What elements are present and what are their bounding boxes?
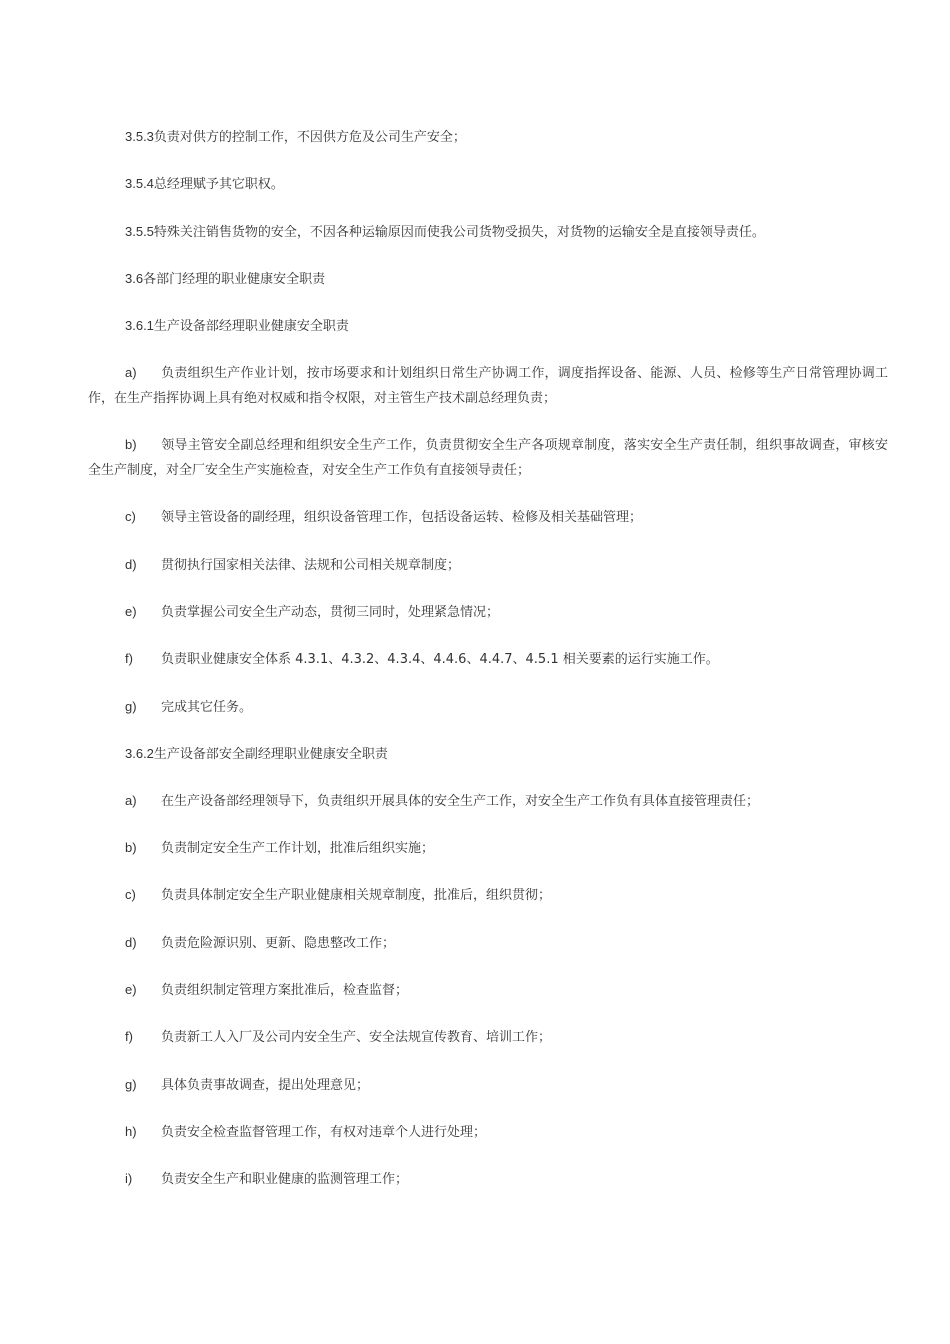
list-item: [125, 885, 551, 906]
list-item: [125, 1027, 551, 1048]
item-text: 负责组织制定管理方案批准后，检查监督；: [161, 983, 409, 998]
item-label: a): [125, 365, 137, 380]
item-label: b): [125, 437, 137, 452]
list-item: [125, 1169, 408, 1190]
item-text: 负责职业健康安全体系 4.3.1、4.3.2、4.3.4、4.4.6、4.4.7、4.5.1 相关要素的运行实施工作。: [161, 652, 719, 667]
item-text: 负责组织生产作业计划，按市场要求和计划组织日常生产协调工作，调度指挥设备、能源、人员、检修等生产日常管理协调工作，在生产指挥协调上具有绝对权威和指令权限，对主管生产技术副总经理负责；: [88, 366, 888, 406]
item-text: 贯彻执行国家相关法律、法规和公司相关规章制度；: [161, 558, 461, 573]
clause-number: 3.6.1: [125, 318, 154, 333]
item-label: i): [125, 1171, 133, 1186]
item-text: 负责安全检查监督管理工作，有权对违章个人进行处理；: [161, 1125, 487, 1140]
item-text: 负责新工人入厂及公司内安全生产、安全法规宣传教育、培训工作；: [161, 1030, 552, 1045]
list-item: [88, 360, 888, 411]
item-text: 领导主管设备的副经理，组织设备管理工作，包括设备运转、检修及相关基础管理；: [161, 510, 643, 525]
section-3-6-2-heading: [125, 744, 388, 765]
item-label: c): [125, 509, 136, 524]
item-label: h): [125, 1124, 137, 1139]
list-item: [125, 507, 642, 528]
clause-3-5-4: [125, 174, 284, 195]
list-item: [125, 697, 252, 718]
clause-text: 生产设备部安全副经理职业健康安全职责: [153, 747, 388, 762]
item-label: c): [125, 887, 136, 902]
item-text: 负责掌握公司安全生产动态，贯彻三同时，处理紧急情况；: [161, 605, 500, 620]
clause-3-5-5: [125, 222, 765, 243]
list-item: [125, 791, 759, 812]
clause-text: 生产设备部经理职业健康安全职责: [153, 319, 349, 334]
item-label: b): [125, 840, 137, 855]
list-item: [125, 602, 499, 623]
item-text: 负责危险源识别、更新、隐患整改工作；: [161, 936, 396, 951]
item-text: 领导主管安全副总经理和组织安全生产工作，负责贯彻安全生产各项规章制度，落实安全生产责任制，组织事故调查，审核安全生产制度，对全厂安全生产实施检查，对安全生产工作负有直接领导责任；: [88, 438, 888, 478]
item-text: 完成其它任务。: [161, 700, 253, 715]
item-label: f): [125, 651, 133, 666]
clause-number: 3.6: [125, 271, 144, 286]
item-text: 具体负责事故调查，提出处理意见；: [161, 1078, 370, 1093]
list-item: [125, 649, 719, 670]
item-label: f): [125, 1029, 133, 1044]
item-text: 负责安全生产和职业健康的监测管理工作；: [161, 1172, 409, 1187]
item-text: 负责制定安全生产工作计划，批准后组织实施；: [161, 841, 435, 856]
clause-text: 各部门经理的职业健康安全职责: [143, 272, 326, 287]
clause-3-5-3: [125, 127, 466, 148]
list-item: [88, 432, 888, 483]
clause-text: 特殊关注销售货物的安全，不因各种运输原因而使我公司货物受损失，对货物的运输安全是直接领导责任。: [153, 225, 765, 240]
list-item: [125, 980, 408, 1001]
clause-number: 3.6.2: [125, 746, 154, 761]
item-label: d): [125, 557, 137, 572]
section-3-6-heading: [125, 269, 325, 290]
list-item: [125, 838, 434, 859]
item-label: g): [125, 1077, 137, 1092]
clause-number: 3.5.5: [125, 224, 154, 239]
list-item: [125, 555, 460, 576]
clause-number: 3.5.3: [125, 129, 154, 144]
item-label: g): [125, 699, 137, 714]
item-label: d): [125, 935, 137, 950]
clause-number: 3.5.4: [125, 176, 154, 191]
item-label: e): [125, 604, 137, 619]
item-text: 负责具体制定安全生产职业健康相关规章制度，批准后，组织贯彻；: [161, 888, 552, 903]
item-text: 在生产设备部经理领导下，负责组织开展具体的安全生产工作，对安全生产工作负有具体直接管理责任；: [161, 794, 760, 809]
item-label: e): [125, 982, 137, 997]
list-item: [125, 1075, 369, 1096]
clause-text: 负责对供方的控制工作，不因供方危及公司生产安全；: [153, 130, 466, 145]
item-label: a): [125, 793, 137, 808]
list-item: [125, 933, 395, 954]
clause-text: 总经理赋予其它职权。: [153, 177, 284, 192]
list-item: [125, 1122, 486, 1143]
section-3-6-1-heading: [125, 316, 349, 337]
